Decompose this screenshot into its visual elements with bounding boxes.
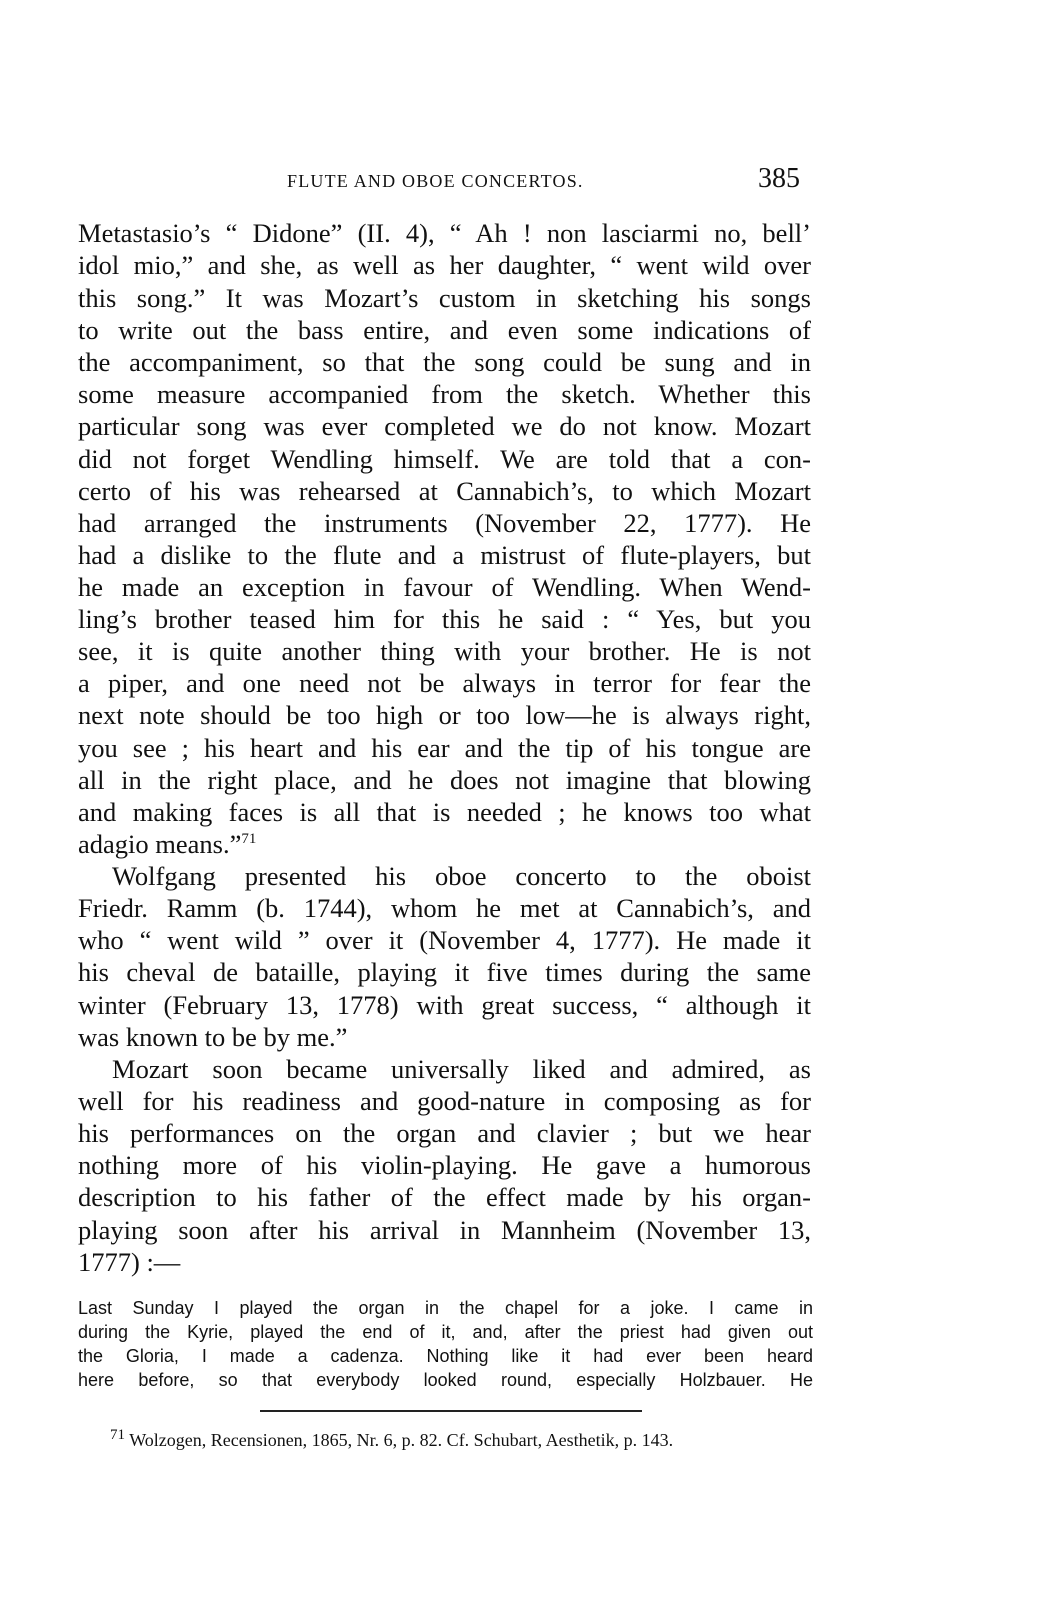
quote-line: during the Kyrie, played the end of it, and, after the priest had given out [78, 1322, 813, 1342]
text-line: idol mio,” and she, as well as her daughter, “ went wild over [78, 250, 811, 280]
footnote-text: Wolzogen, Recensionen, 1865, Nr. 6, p. 82. Cf. Schubart, Aesthetik, p. 143. [129, 1430, 674, 1450]
page-number: 385 [758, 163, 800, 194]
text-line: 1777) :— [78, 1247, 181, 1277]
text-line: this song.” It was Mozart’s custom in sketching his songs [78, 283, 811, 313]
text-line: particular song was ever completed we do not know. Mozart [78, 411, 811, 441]
text-line: next note should be too high or too low—he is always right, [78, 700, 811, 730]
text-line: description to his father of the effect made by his organ- [78, 1182, 811, 1212]
text-line: see, it is quite another thing with your brother. He is not [78, 636, 811, 666]
text-line: his performances on the organ and clavier ; but we hear [78, 1118, 811, 1148]
text-line: playing soon after his arrival in Mannheim (November 13, [78, 1215, 811, 1245]
footnote [110, 1428, 673, 1452]
text-line: some measure accompanied from the sketch. Whether this [78, 379, 811, 409]
text-line: was known to be by me.” [78, 1022, 348, 1052]
text-line: he made an exception in favour of Wendling. When Wend- [78, 572, 811, 602]
text-line: his cheval de bataille, playing it five times during the same [78, 957, 811, 987]
text-line: ling’s brother teased him for this he said : “ Yes, but you [78, 604, 811, 634]
text-line: Mozart soon became universally liked and admired, as [112, 1054, 811, 1084]
text-line: had arranged the instruments (November 22, 1777). He [78, 508, 811, 538]
text-line: did not forget Wendling himself. We are told that a con- [78, 444, 811, 474]
text-line: Metastasio’s “ Didone” (II. 4), “ Ah ! non lasciarmi no, bell’ [78, 218, 811, 248]
text-line: and making faces is all that is needed ; he knows too what [78, 797, 811, 827]
text-line-content: adagio means.” [78, 829, 242, 859]
quote-line: the Gloria, I made a cadenza. Nothing like it had ever been heard [78, 1346, 813, 1366]
text-line: to write out the bass entire, and even some indications of [78, 315, 811, 345]
text-line [78, 829, 811, 860]
text-line: you see ; his heart and his ear and the tip of his tongue are [78, 733, 811, 763]
footnote-reference: 71 [241, 831, 257, 848]
running-title: FLUTE AND OBOE CONCERTOS. [287, 171, 584, 191]
text-line: Friedr. Ramm (b. 1744), whom he met at Cannabich’s, and [78, 893, 811, 923]
text-line: who “ went wild ” over it (November 4, 1777). He made it [78, 925, 811, 955]
footnote-marker: 71 [110, 1427, 125, 1443]
text-line: Wolfgang presented his oboe concerto to the oboist [112, 861, 811, 891]
text-line: a piper, and one need not be always in terror for fear the [78, 668, 811, 698]
text-line: nothing more of his violin-playing. He gave a humorous [78, 1150, 811, 1180]
footnote-rule [260, 1410, 642, 1412]
text-line: the accompaniment, so that the song could be sung and in [78, 347, 811, 377]
text-line: all in the right place, and he does not imagine that blowing [78, 765, 811, 795]
text-line: winter (February 13, 1778) with great success, “ although it [78, 990, 811, 1020]
text-line: had a dislike to the flute and a mistrust of flute-players, but [78, 540, 811, 570]
text-line: well for his readiness and good-nature in composing as for [78, 1086, 811, 1116]
quote-line: here before, so that everybody looked round, especially Holzbauer. He [78, 1370, 813, 1390]
text-line: certo of his was rehearsed at Cannabich’s, to which Mozart [78, 476, 811, 506]
quote-line: Last Sunday I played the organ in the chapel for a joke. I came in [78, 1298, 813, 1318]
